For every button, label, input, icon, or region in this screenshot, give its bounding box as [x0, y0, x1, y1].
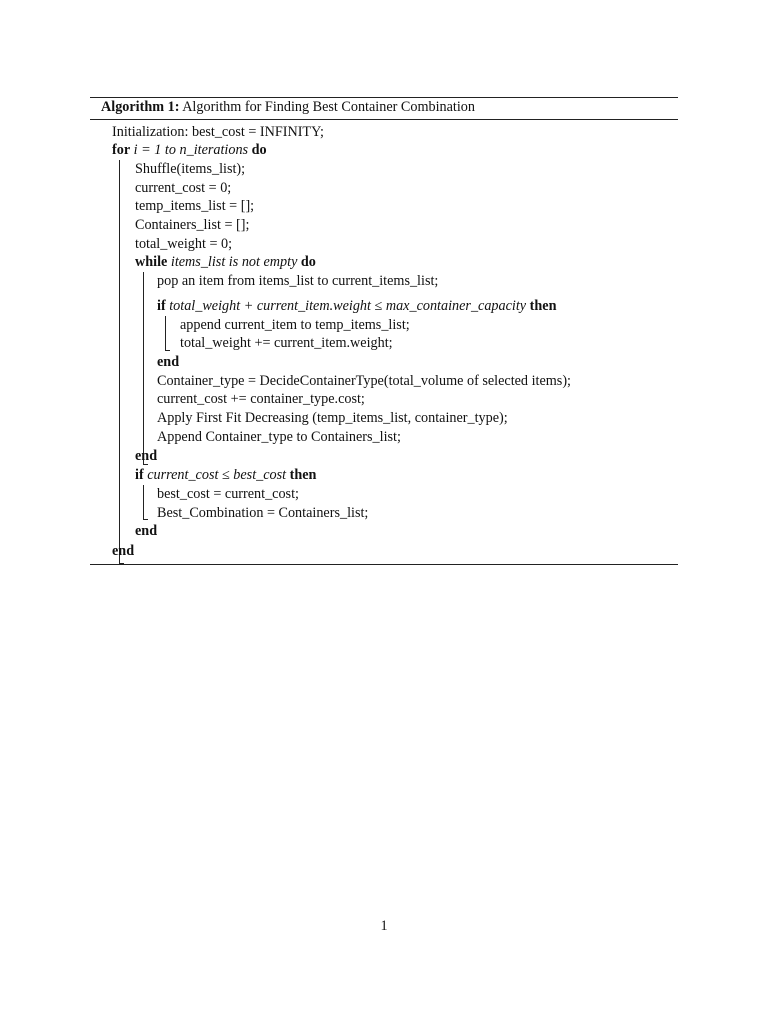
- algorithm-caption: [90, 98, 678, 117]
- append-item-line: append current_item to temp_items_list;: [180, 317, 410, 333]
- while-line: [135, 254, 316, 270]
- if-best-cost-line: [135, 467, 316, 483]
- end-while: end: [135, 448, 158, 464]
- if-capacity-condition: total_weight + current_item.weight ≤ max_container_capacity: [169, 298, 527, 314]
- caption-label: Algorithm 1:: [101, 99, 180, 115]
- if-then-keyword: then: [529, 298, 557, 314]
- page-number: 1: [380, 918, 388, 934]
- while-condition: items_list is not empty: [170, 254, 298, 270]
- caption-text: Algorithm for Finding Best Container Combination: [182, 99, 475, 115]
- set-best-cost-line: best_cost = current_cost;: [157, 486, 299, 502]
- containers-init-line: Containers_list = [];: [135, 217, 250, 233]
- current-cost-init-line: current_cost = 0;: [135, 180, 232, 196]
- set-best-combination-line: Best_Combination = Containers_list;: [157, 505, 369, 521]
- init-line: Initialization: best_cost = INFINITY;: [112, 124, 324, 140]
- total-weight-init-line: total_weight = 0;: [135, 236, 233, 252]
- while-block-bar: [143, 272, 144, 464]
- pop-item-line: pop an item from items_list to current_items_list;: [157, 273, 439, 289]
- for-block-bar: [119, 160, 120, 563]
- if-keyword-2: if: [135, 467, 144, 483]
- end-for: end: [112, 543, 135, 559]
- end-if-best-cost: end: [135, 523, 158, 539]
- add-weight-line: total_weight += current_item.weight;: [180, 335, 393, 351]
- temp-items-init-line: temp_items_list = [];: [135, 198, 255, 214]
- algorithm-body: [90, 120, 678, 564]
- end-if-capacity: end: [157, 354, 180, 370]
- apply-ffd-line: Apply First Fit Decreasing (temp_items_list, container_type);: [157, 410, 508, 426]
- for-block-tick: [119, 563, 124, 564]
- for-line: [112, 142, 267, 158]
- shuffle-line: Shuffle(items_list);: [135, 161, 246, 177]
- container-type-line: Container_type = DecideContainerType(total_volume of selected items);: [157, 373, 571, 389]
- if-keyword: if: [157, 298, 166, 314]
- if-capacity-block-bar: [165, 316, 166, 350]
- while-keyword: while: [135, 254, 168, 270]
- while-block-tick: [143, 464, 148, 465]
- if-best-cost-block-bar: [143, 485, 144, 519]
- if-capacity-line: [157, 298, 556, 314]
- if-then-keyword-2: then: [289, 467, 317, 483]
- append-container-line: Append Container_type to Containers_list;: [157, 429, 401, 445]
- while-do-keyword: do: [300, 254, 316, 270]
- for-keyword: for: [112, 142, 131, 158]
- if-best-cost-condition: current_cost ≤ best_cost: [147, 467, 287, 483]
- add-cost-line: current_cost += container_type.cost;: [157, 391, 365, 407]
- algorithm-block: [90, 97, 678, 565]
- for-do-keyword: do: [251, 142, 267, 158]
- if-capacity-block-tick: [165, 350, 170, 351]
- bottom-rule: [90, 564, 678, 565]
- for-condition: i = 1 to n_iterations: [133, 142, 249, 158]
- if-best-cost-block-tick: [143, 519, 148, 520]
